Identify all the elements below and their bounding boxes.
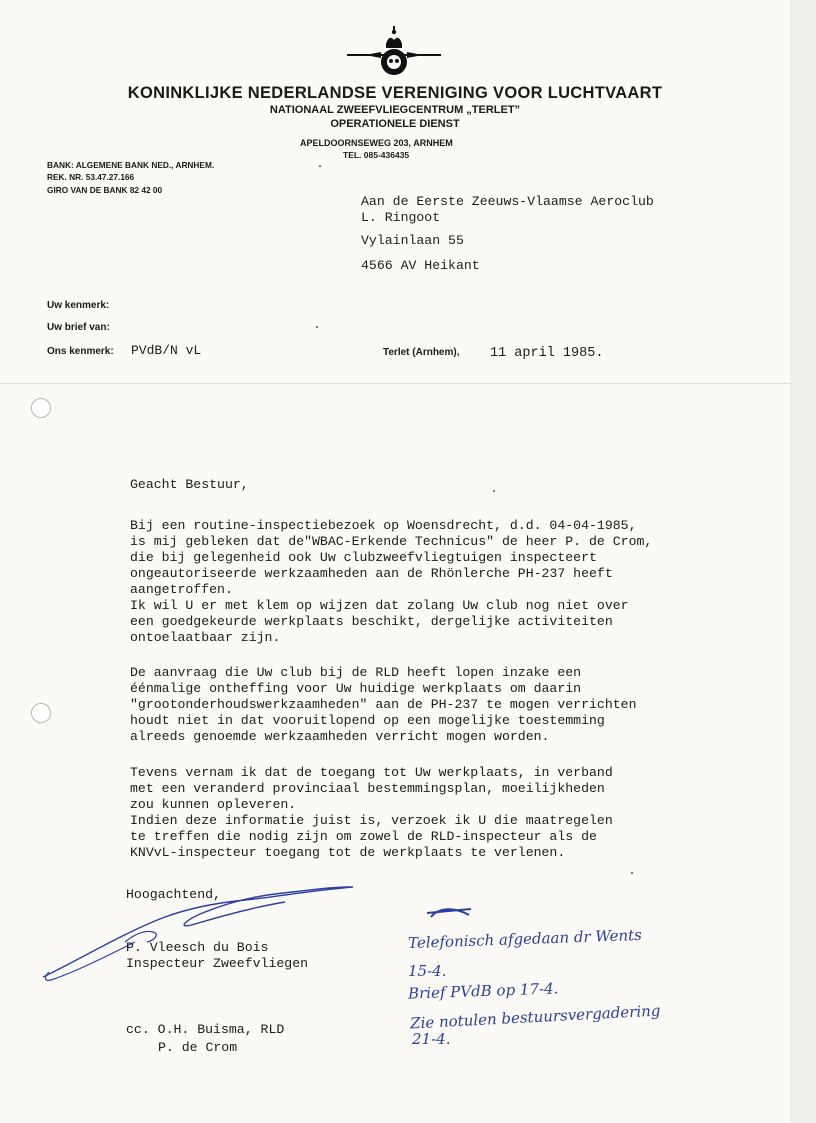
- salutation: Geacht Bestuur,: [130, 477, 249, 492]
- body-line: ontoelaatbaar zijn.: [130, 630, 281, 645]
- ons-kenmerk-value: PVdB/N vL: [131, 343, 202, 358]
- letter-date: 11 april 1985.: [490, 346, 604, 361]
- body-line: aangetroffen.: [130, 582, 233, 597]
- cc-line-1: cc. O.H. Buisma, RLD: [126, 1022, 285, 1037]
- signer-name: P. Vleesch du Bois: [126, 940, 269, 955]
- uw-kenmerk-label: Uw kenmerk:: [47, 300, 110, 311]
- cc-line-2: P. de Crom: [158, 1040, 238, 1055]
- body-line: houdt niet in dat vooruitlopend op een mogelijke toestemming: [130, 713, 605, 728]
- org-phone: TEL. 085-436435: [343, 150, 410, 160]
- handwritten-scribble: [425, 903, 475, 919]
- body-line: Tevens vernam ik dat de toegang tot Uw werkplaats, in verband: [130, 765, 613, 780]
- division-name: NATIONAAL ZWEEFVLIEGCENTRUM „TERLET”: [269, 104, 521, 116]
- handwritten-note-line-3: Brief PVdB op 17-4.: [407, 979, 559, 1003]
- body-line: éénmalige ontheffing voor Uw huidige werkplaats om daarin: [130, 681, 582, 696]
- ons-kenmerk-label: Ons kenmerk:: [47, 346, 114, 357]
- handwritten-note-line-2: 15-4.: [408, 962, 447, 980]
- recipient-line-4: 4566 AV Heikant: [361, 258, 480, 273]
- paper-fold-line: [0, 383, 790, 384]
- department-name: OPERATIONELE DIENST: [330, 118, 460, 130]
- body-line: zou kunnen opleveren.: [130, 797, 297, 812]
- body-line: Indien deze informatie juist is, verzoek ik U die maatregelen: [130, 813, 613, 828]
- page-edge: [790, 0, 816, 1123]
- body-line: De aanvraag die Uw club bij de RLD heeft lopen inzake een: [130, 665, 582, 680]
- body-line: is mij gebleken dat de"WBAC-Erkende Technicus" de heer P. de Crom,: [130, 534, 653, 549]
- body-line: met een veranderd provinciaal bestemmingsplan, moeilijkheden: [130, 781, 605, 796]
- paper-speck: [631, 872, 633, 874]
- body-line: KNVvL-inspecteur toegang tot de werkplaats te verlenen.: [130, 845, 566, 860]
- recipient-line-2: L. Ringoot: [361, 210, 441, 225]
- letter-place: Terlet (Arnhem),: [383, 347, 460, 358]
- signer-title: Inspecteur Zweefvliegen: [126, 956, 309, 971]
- closing: Hoogachtend,: [126, 887, 221, 902]
- org-name: KONINKLIJKE NEDERLANDSE VERENIGING VOOR LUCHTVAART: [127, 84, 663, 102]
- recipient-line-1: Aan de Eerste Zeeuws-Vlaamse Aeroclub: [361, 194, 654, 209]
- paper-speck: [493, 490, 495, 492]
- punch-hole-top: [31, 398, 51, 418]
- org-address: APELDOORNSEWEG 203, ARNHEM: [300, 138, 453, 148]
- body-line: Bij een routine-inspectiebezoek op Woensdrecht, d.d. 04-04-1985,: [130, 518, 637, 533]
- body-line: die bij gelegenheid ook Uw clubzweefvliegtuigen inspecteert: [130, 550, 597, 565]
- body-line: een goedgekeurde werkplaats beschikt, dergelijke activiteiten: [130, 614, 613, 629]
- body-line: "grootonderhoudswerkzaamheden" aan de PH-237 te mogen verrichten: [130, 697, 637, 712]
- bank-line-2: REK. NR. 53.47.27.166: [47, 172, 135, 182]
- paper-speck: [316, 326, 318, 328]
- body-line: ongeautoriseerde werkzaamheden aan de Rhönlerche PH-237 heeft: [130, 566, 613, 581]
- uw-brief-label: Uw brief van:: [47, 322, 110, 333]
- handwritten-note-line-1: Telefonisch afgedaan dr Wents: [407, 925, 643, 953]
- punch-hole-bottom: [31, 703, 51, 723]
- paper-speck: [319, 165, 321, 167]
- handwritten-note-line-5: 21-4.: [412, 1030, 451, 1048]
- body-line: Ik wil U er met klem op wijzen dat zolang Uw club nog niet over: [130, 598, 629, 613]
- bank-line-1: BANK: ALGEMENE BANK NED., ARNHEM.: [47, 160, 215, 170]
- body-line: te treffen die nodig zijn om zowel de RLD-inspecteur als de: [130, 829, 597, 844]
- bank-line-3: GIRO VAN DE BANK 82 42 00: [47, 185, 163, 195]
- body-line: alreeds genoemde werkzaamheden verricht mogen worden.: [130, 729, 550, 744]
- recipient-line-3: Vylainlaan 55: [361, 233, 464, 248]
- knvvl-crest-logo: [345, 22, 443, 86]
- handwritten-note-line-4: Zie notulen bestuursvergadering: [409, 1001, 661, 1033]
